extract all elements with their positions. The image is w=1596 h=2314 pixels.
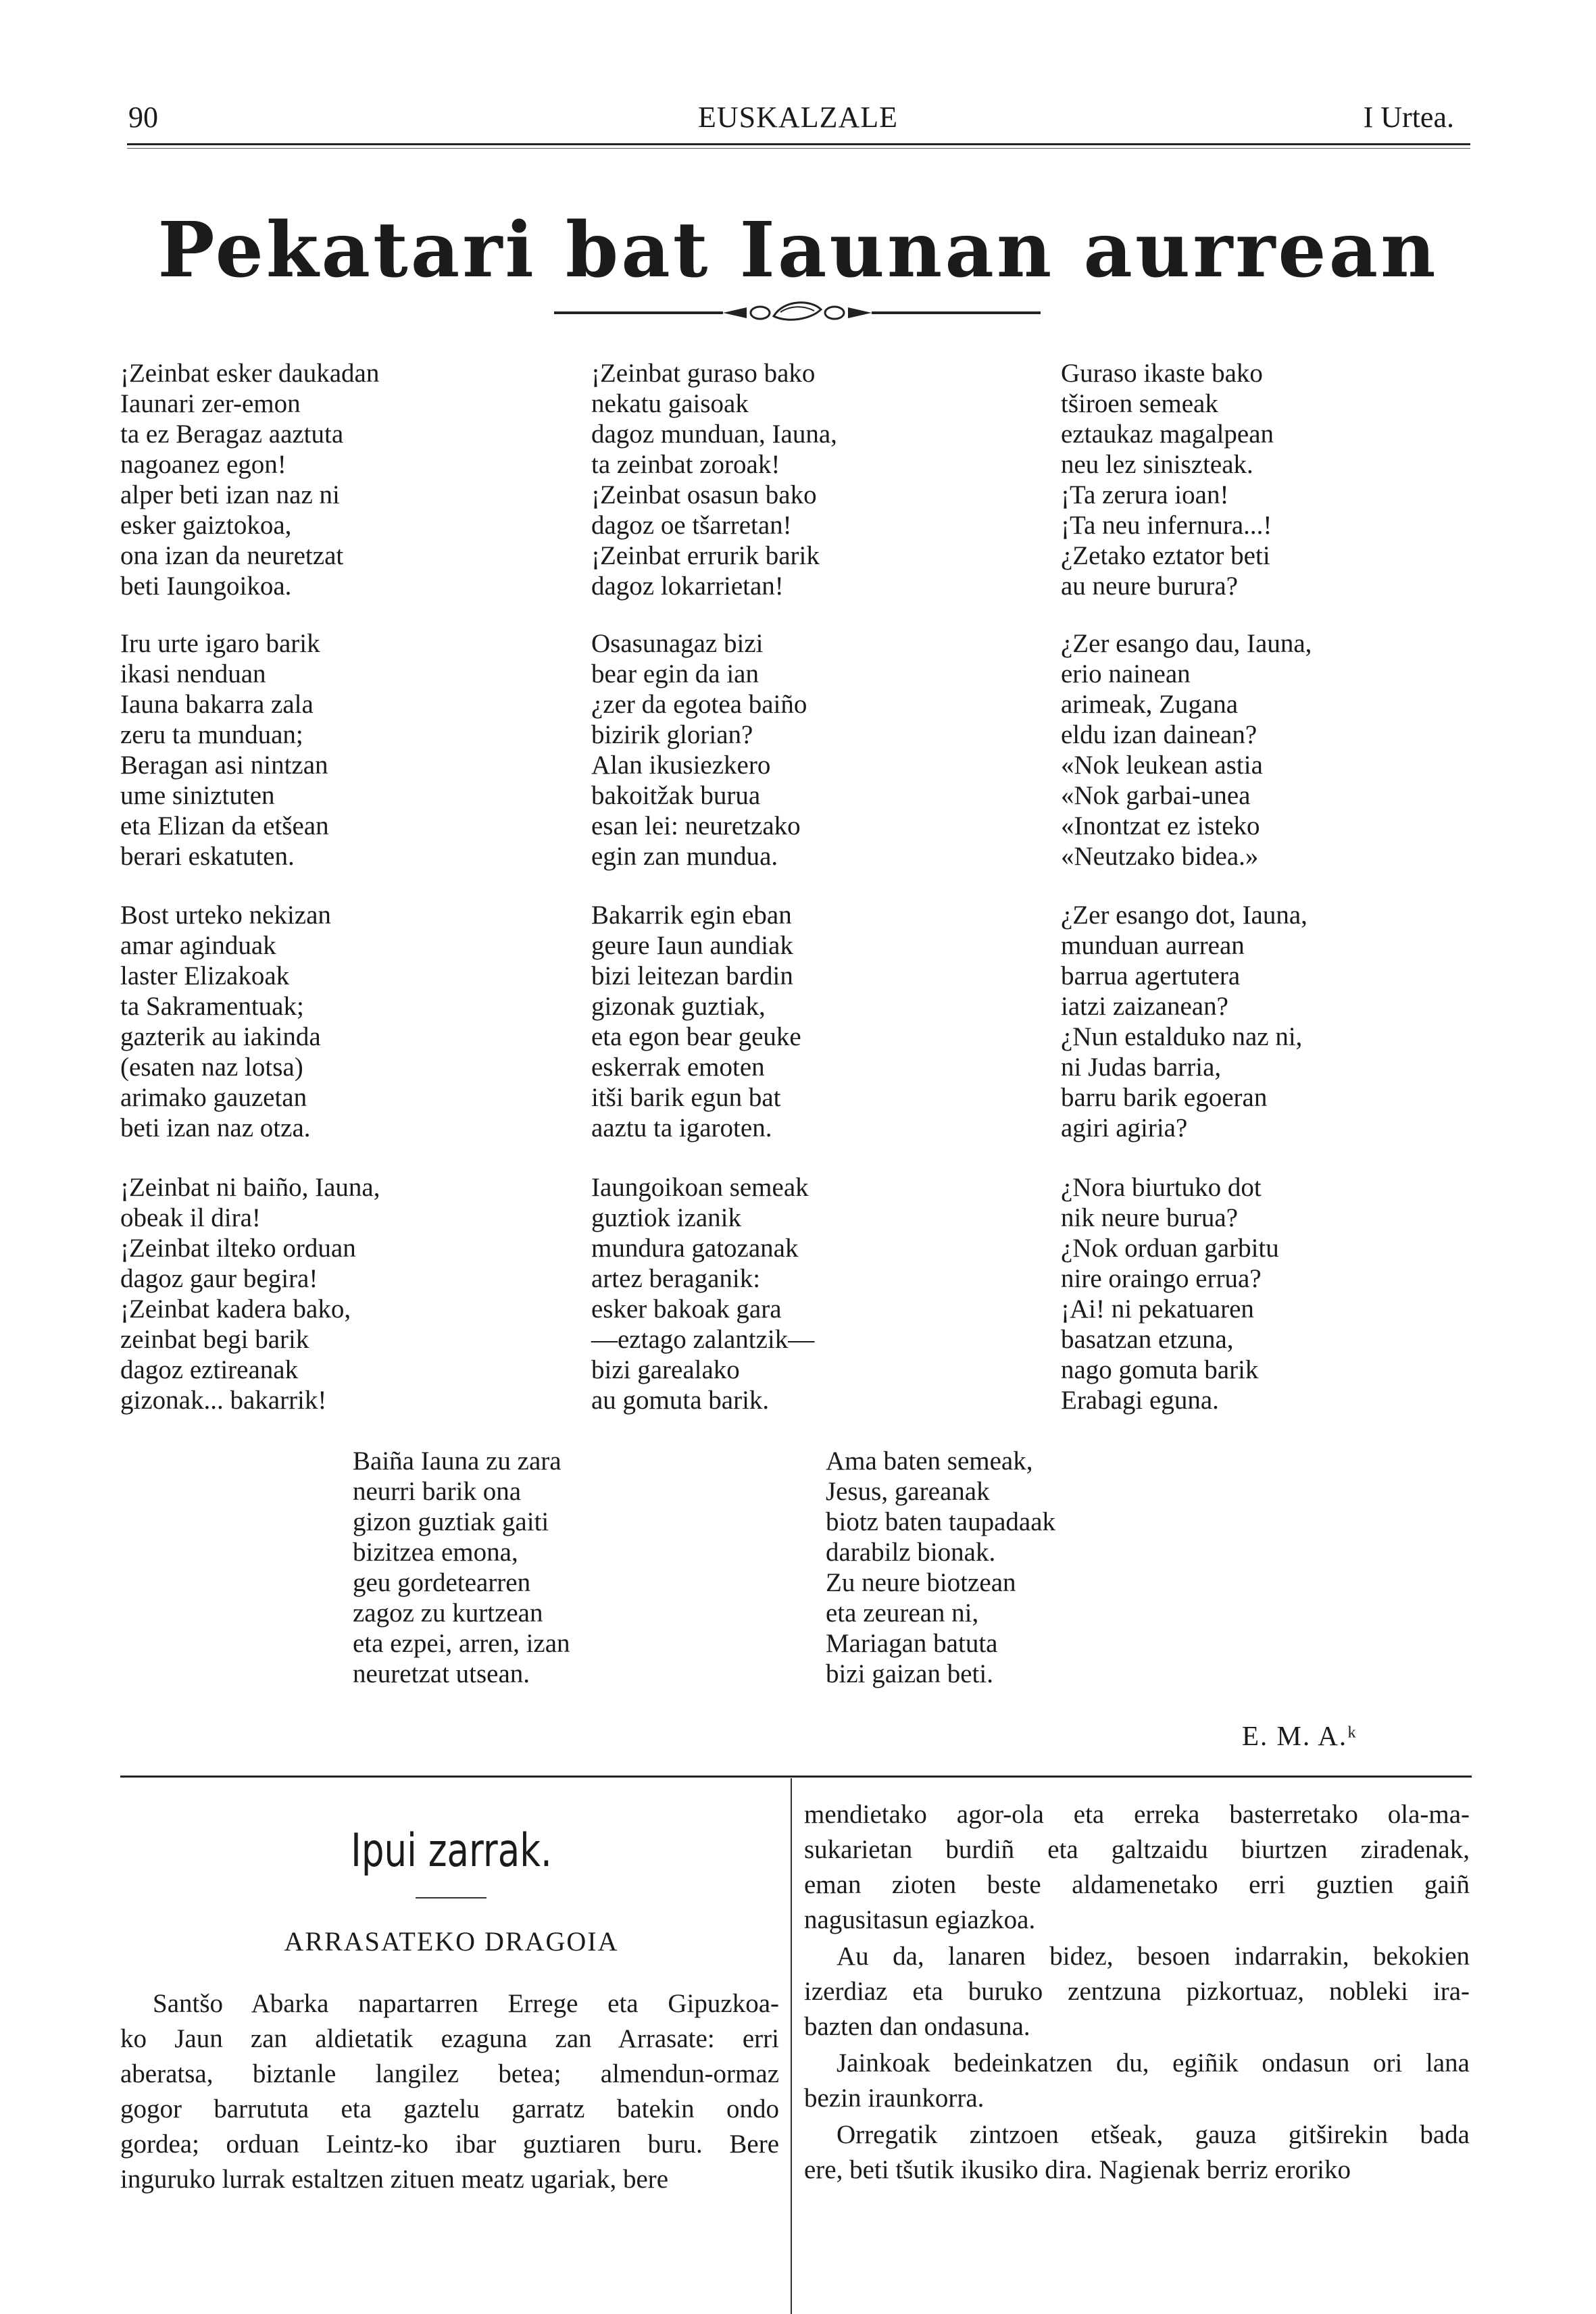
verse-line: ikasi nenduan [120,659,266,688]
header-rule [127,143,1470,145]
verse-line: dagoz munduan, Iauna, [591,420,837,449]
stanza [120,628,329,872]
verse-line: (esaten naz lotsa) [120,1053,303,1082]
stanza [591,1172,814,1415]
poem-title: Pekatari bat Iaunan aurrean [157,206,1439,295]
text-line: Orregatik zintzoen etšeak, gauza gitširekin bada [837,2120,1470,2149]
text-line: ere, beti tšutik ikusiko dira. Nagienak berriz eroriko [804,2155,1351,2184]
verse-line: nik neure burua? [1061,1203,1239,1232]
verse-line: neu lez siniszteak. [1061,450,1253,479]
verse-line: ta zeinbat zoroak! [591,450,780,479]
verse-line: bizi gaizan beti. [826,1659,993,1688]
verse-line: esan lei: neuretzako [591,811,801,840]
verse-line: ta ez Beragaz aaztuta [120,420,344,449]
verse-line: Osasunagaz bizi [591,629,764,658]
stanza [1061,358,1274,601]
text-line: eman zioten beste aldamenetako erri guztien gaiñ [804,1870,1470,1899]
verse-line: ¡Ai! ni pekatuaren [1061,1294,1254,1324]
stanza [591,358,837,601]
volume-label: I Urtea. [1363,101,1454,134]
verse-line: itši barik egun bat [591,1083,781,1112]
verse-line: dagoz gaur begira! [120,1264,318,1293]
verse-line: Alan ikusiezkero [591,751,771,780]
verse-line: alper beti izan naz ni [120,480,340,509]
stanza [1061,900,1307,1143]
article-paragraph [804,1797,1470,1938]
verse-line: munduan aurrean [1061,931,1245,960]
verse-line: ¡Zeinbat osasun bako [591,480,817,509]
stanza [826,1446,1055,1689]
verse-line: «Nok garbai-unea [1061,781,1251,810]
stanza [120,1172,380,1415]
verse-line: arimeak, Zugana [1061,690,1239,719]
verse-line: ¡Ta zerura ioan! [1061,480,1229,509]
verse-line: ¡Zeinbat guraso bako [591,359,816,388]
verse-line: zeinbat begi barik [120,1325,309,1354]
verse-line: ¿Zetako eztator beti [1061,541,1270,570]
verse-line: ¿Zer esango dau, Iauna, [1061,629,1312,658]
article-paragraph [804,2046,1470,2116]
verse-line: Erabagi eguna. [1061,1386,1219,1415]
stanza [591,628,807,872]
verse-line: «Inontzat ez isteko [1061,811,1260,840]
verse-line: eta egon bear geuke [591,1022,801,1051]
verse-line: Bakarrik egin eban [591,901,792,930]
verse-line: egin zan mundua. [591,842,778,871]
verse-line: «Neutzako bidea.» [1061,842,1259,871]
verse-line: ¿Nora biurtuko dot [1061,1173,1262,1202]
verse-line: laster Elizakoak [120,961,290,990]
verse-line: Iauna bakarra zala [120,690,314,719]
text-line: nagusitasun egiazkoa. [804,1905,1036,1934]
verse-line: iatzi zaizanean? [1061,992,1228,1021]
verse-line: Iaunari zer-emon [120,389,301,418]
ornament-divider [554,296,1041,330]
article-subtitle: ARRASATEKO DRAGOIA [284,1926,619,1957]
verse-line: nagoanez egon! [120,450,286,479]
text-line: bezin iraunkorra. [804,2084,984,2113]
verse-line: nekatu gaisoak [591,389,749,418]
verse-line: ¡Zeinbat esker daukadan [120,359,380,388]
stanza [1061,628,1312,872]
verse-line: beti izan naz otza. [120,1113,311,1142]
section-rule [120,1776,1472,1778]
verse-line: ¿Nok orduan garbitu [1061,1234,1279,1263]
verse-line: Jesus, gareanak [826,1477,990,1506]
title-rule [416,1897,487,1898]
verse-line: bizitzea emona, [353,1538,518,1567]
verse-line: eskerrak emoten [591,1053,765,1082]
verse-line: ¡Zeinbat errurik barik [591,541,820,570]
verse-line: gizon guztiak gaiti [353,1507,549,1536]
verse-line: bizi garealako [591,1355,740,1384]
verse-line: artez beraganik: [591,1264,761,1293]
verse-line: ume siniztuten [120,781,275,810]
text-line: Jainkoak bedeinkatzen du, egiñik ondasun ori lana [837,2048,1470,2078]
verse-line: Iru urte igaro barik [120,629,320,658]
verse-line: bizirik glorian? [591,720,753,749]
text-line: ko Jaun zan aldietatik ezaguna zan Arrasate: erri [120,2024,779,2053]
verse-line: eta Elizan da etšean [120,811,329,840]
article-paragraph [120,1986,779,2197]
verse-line: geure Iaun aundiak [591,931,793,960]
text-line: Santšo Abarka napartarren Errege eta Gipuzkoa- [153,1989,779,2018]
verse-line: beti Iaungoikoa. [120,572,292,601]
verse-line: geu gordetearren [353,1568,531,1597]
verse-line: agiri agiria? [1061,1113,1188,1142]
verse-line: mundura gatozanak [591,1234,799,1263]
verse-line: Mariagan batuta [826,1629,998,1658]
verse-line: bear egin da ian [591,659,759,688]
verse-line: ¡Zeinbat kadera bako, [120,1294,351,1324]
article-title: Ipui zarrak. [351,1824,552,1878]
text-line: inguruko lurrak estaltzen zituen meatz ugariak, bere [120,2165,669,2194]
verse-line: dagoz oe tšarretan! [591,511,792,540]
verse-line: ¡Zeinbat ilteko orduan [120,1234,356,1263]
running-title: EUSKALZALE [698,101,898,134]
verse-line: ¡Zeinbat ni baiño, Iauna, [120,1173,380,1202]
verse-line: esker gaiztokoa, [120,511,292,540]
verse-line: Bost urteko nekizan [120,901,331,930]
verse-line: Baiña Iauna zu zara [353,1447,562,1476]
verse-line: ona izan da neuretzat [120,541,344,570]
verse-line: bakoitžak burua [591,781,761,810]
verse-line: gazterik au iakinda [120,1022,321,1051]
verse-line: neurri barik ona [353,1477,522,1506]
verse-line: gizonak... bakarrik! [120,1386,327,1415]
text-line: bazten dan ondasuna. [804,2012,1030,2041]
verse-line: dagoz lokarrietan! [591,572,784,601]
stanza [353,1446,570,1689]
verse-line: tširoen semeak [1061,389,1218,418]
text-line: izerdiaz eta buruko zentzuna pizkortuaz, nobleki ira- [804,1977,1470,2006]
verse-line: obeak il dira! [120,1203,261,1232]
verse-line: ¿Zer esango dot, Iauna, [1061,901,1307,930]
stanza [1061,1172,1279,1415]
verse-line: Guraso ikaste bako [1061,359,1263,388]
verse-line: eta ezpei, arren, izan [353,1629,570,1658]
verse-line: berari eskatuten. [120,842,295,871]
stanza [120,358,379,601]
verse-line: «Nok leukean astia [1061,751,1263,780]
page-number: 90 [128,101,158,134]
verse-line: erio nainean [1061,659,1191,688]
article-paragraph [804,2117,1470,2188]
verse-line: au neure burura? [1061,572,1239,601]
verse-line: ¿Nun estalduko naz ni, [1061,1022,1303,1051]
verse-line: basatzan etzuna, [1061,1325,1234,1354]
verse-line: dagoz eztireanak [120,1355,299,1384]
signature: E. M. A.ᵏ [1242,1720,1358,1751]
text-line: Au da, lanaren bidez, besoen indarrakin, bekokien [837,1942,1470,1971]
stanza [591,900,801,1143]
verse-line: bizi leitezan bardin [591,961,793,990]
verse-line: —eztago zalantzik— [591,1325,815,1354]
verse-line: arimako gauzetan [120,1083,307,1112]
stanza [120,900,331,1143]
text-line: gogor barrututa eta gaztelu garratz batekin ondo [120,2094,779,2123]
verse-line: ¿zer da egotea baiño [591,690,807,719]
text-line: aberatsa, biztanle langilez betea; almendun-ormaz [120,2059,779,2088]
verse-line: ¡Ta neu infernura...! [1061,511,1272,540]
verse-line: ta Sakramentuak; [120,992,304,1021]
verse-line: nago gomuta barik [1061,1355,1259,1384]
verse-line: au gomuta barik. [591,1386,770,1415]
text-line: mendietako agor-ola eta erreka basterretako ola-ma- [804,1800,1470,1829]
verse-line: biotz baten taupadaak [826,1507,1056,1536]
verse-line: neuretzat utsean. [353,1659,530,1688]
verse-line: ni Judas barria, [1061,1053,1222,1082]
column-rule [791,1778,792,2314]
verse-line: eldu izan dainean? [1061,720,1257,749]
verse-line: eztaukaz magalpean [1061,420,1274,449]
verse-line: aaztu ta igaroten. [591,1113,772,1142]
verse-line: nire oraingo errua? [1061,1264,1262,1293]
verse-line: eta zeurean ni, [826,1599,979,1628]
verse-line: Ama baten semeak, [826,1447,1033,1476]
verse-line: guztiok izanik [591,1203,742,1232]
verse-line: zagoz zu kurtzean [353,1599,543,1628]
verse-line: zeru ta munduan; [120,720,303,749]
verse-line: Zu neure biotzean [826,1568,1016,1597]
verse-line: darabilz bionak. [826,1538,996,1567]
verse-line: esker bakoak gara [591,1294,782,1324]
verse-line: barru barik egoeran [1061,1083,1268,1112]
verse-line: Beragan asi nintzan [120,751,328,780]
verse-line: gizonak guztiak, [591,992,766,1021]
text-line: gordea; orduan Leintz-ko ibar guztiaren buru. Bere [120,2130,779,2159]
article-paragraph [804,1939,1470,2044]
verse-line: barrua agertutera [1061,961,1241,990]
text-line: sukarietan burdiñ eta galtzaidu biurtzen ziradenak, [804,1835,1470,1864]
verse-line: Iaungoikoan semeak [591,1173,809,1202]
header-rule-thin [127,148,1470,149]
verse-line: amar aginduak [120,931,276,960]
